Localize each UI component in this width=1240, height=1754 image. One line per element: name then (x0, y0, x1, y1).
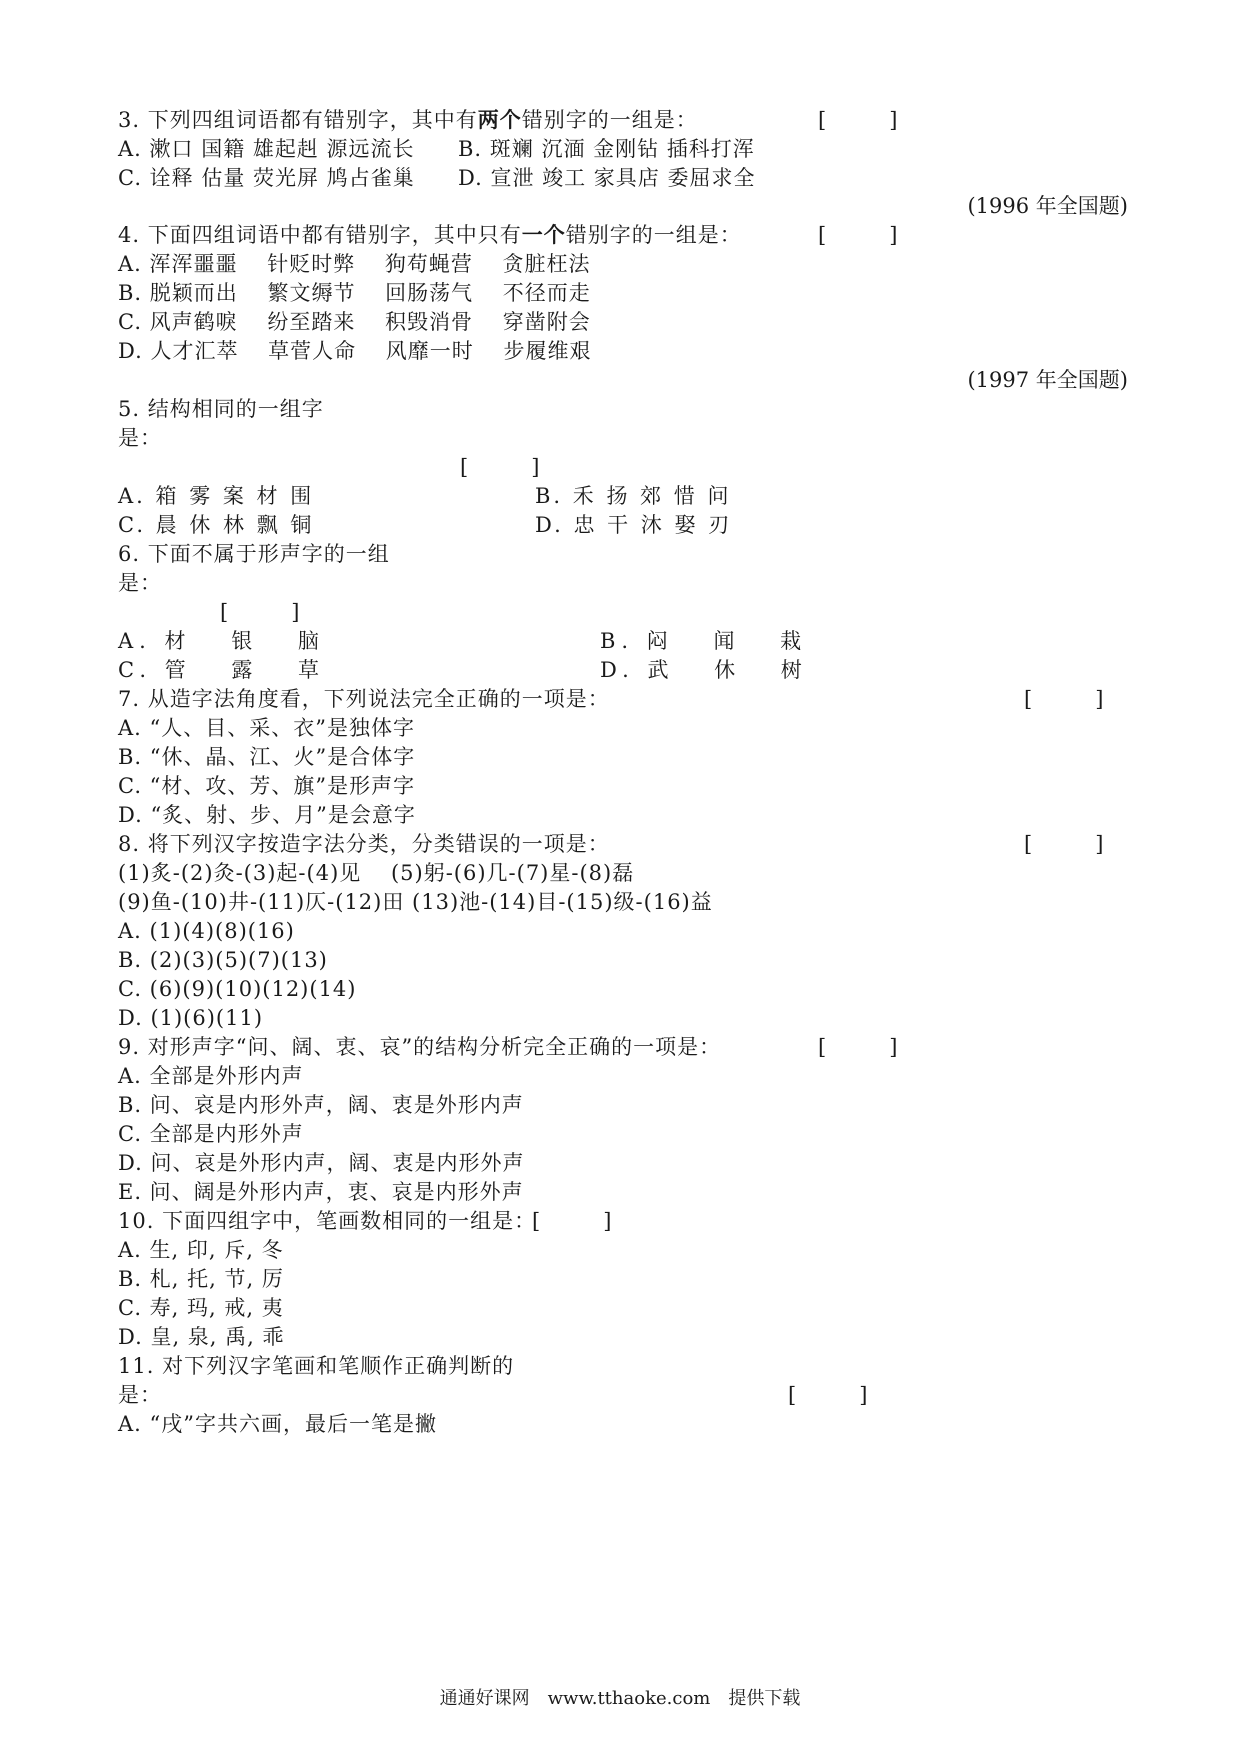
q9-answer-bracket: [ ] (818, 1035, 898, 1059)
q9-option-c: C. 全部是内形外声 (118, 1122, 304, 1146)
q5-answer-bracket: [ ] (460, 455, 540, 479)
q3-answer-bracket: [ ] (818, 108, 898, 132)
q4-option-d: D. 人才汇萃 草菅人命 风靡一时 步履维艰 (118, 339, 592, 363)
q11-answer-bracket: [ ] (788, 1383, 868, 1407)
q8-stem: 8. 将下列汉字按造字法分类，分类错误的一项是： (118, 832, 610, 856)
q9-stem: 9. 对形声字“问、阔、衷、哀”的结构分析完全正确的一项是： (118, 1035, 722, 1059)
q10-option-d: D. 皇, 泉, 禹, 乖 (118, 1325, 285, 1349)
q6-option-d: D. 武 休 树 (600, 658, 808, 682)
q3-option-b: B. 斑斓 沉湎 金刚钻 插科打浑 (458, 137, 755, 161)
q4-option-c: C. 风声鹤唳 纷至踏来 积毁消骨 穿凿附会 (118, 310, 591, 334)
q4-source: (1997 年全国题) (967, 368, 1128, 392)
q4-option-b: B. 脱颖而出 繁文缛节 回肠荡气 不径而走 (118, 281, 591, 305)
q7-answer-bracket: [ ] (1024, 687, 1104, 711)
q9-option-a: A. 全部是外形内声 (118, 1064, 304, 1088)
q10-option-c: C. 寿, 玛, 戒, 夷 (118, 1296, 284, 1320)
q3-source: (1996 年全国题) (967, 194, 1128, 218)
q3-option-d: D. 宣泄 竣工 家具店 委屈求全 (458, 166, 756, 190)
q11-stem: 11. 对下列汉字笔画和笔顺作正确判断的 (118, 1354, 515, 1378)
q4-option-a: A. 浑浑噩噩 针贬时弊 狗苟蝇营 贪脏枉法 (118, 252, 591, 276)
q8-option-c: C. (6)(9)(10)(12)(14) (118, 977, 357, 1001)
q11-stem-continued: 是： (118, 1383, 162, 1407)
q6-option-c: C. 管 露 草 (118, 658, 326, 682)
q5-option-d: D. 忠 干 沐 娶 刃 (535, 513, 733, 537)
q9-option-d: D. 问、哀是外形内声，阔、衷是内形外声 (118, 1151, 525, 1175)
q8-char-list-2: (9)鱼-(10)井-(11)仄-(12)田 (13)池-(14)目-(15)级-(16)益 (118, 890, 713, 914)
q7-stem: 7. 从造字法角度看，下列说法完全正确的一项是： (118, 687, 610, 711)
q11-option-a: A. “戌”字共六画，最后一笔是撇 (118, 1412, 437, 1436)
q6-stem: 6. 下面不属于形声字的一组 (118, 542, 390, 566)
q7-option-a: A. “人、目、采、衣”是独体字 (118, 716, 415, 740)
q6-option-a: A. 材 银 脑 (118, 629, 325, 653)
q3-option-a: A. 漱口 国籍 雄起赳 源远流长 (118, 137, 415, 161)
q8-char-list-1: (1)炙-(2)灸-(3)起-(4)见 (5)躬-(6)几-(7)星-(8)磊 (118, 861, 635, 885)
q5-option-a: A. 箱 雾 案 材 围 (118, 484, 315, 508)
q6-stem-continued: 是： (118, 571, 162, 595)
page-footer: 通通好课网 www.tthaoke.com 提供下载 (439, 1688, 801, 1709)
q9-option-b: B. 问、哀是内形外声，阔、衷是外形内声 (118, 1093, 524, 1117)
q6-option-b: B. 闷 闻 栽 (600, 629, 808, 653)
q5-option-b: B. 禾 扬 郊 惜 问 (535, 484, 732, 508)
q8-option-b: B. (2)(3)(5)(7)(13) (118, 948, 328, 972)
q4-answer-bracket: [ ] (818, 223, 898, 247)
q4-stem: 4. 下面四组词语中都有错别字，其中只有一个错别字的一组是： (118, 222, 742, 247)
q3-stem: 3. 下列四组词语都有错别字，其中有两个错别字的一组是： (118, 107, 698, 132)
q3-option-c: C. 诠释 估量 荧光屏 鸠占雀巢 (118, 166, 415, 190)
q7-option-d: D. “炙、射、步、月”是会意字 (118, 803, 416, 827)
q10-option-b: B. 札, 托, 节, 厉 (118, 1267, 284, 1291)
q6-answer-bracket: [ ] (220, 600, 300, 624)
q10-answer-bracket: [ ] (532, 1209, 612, 1233)
q10-stem: 10. 下面四组字中，笔画数相同的一组是： (118, 1209, 537, 1233)
q8-option-a: A. (1)(4)(8)(16) (118, 919, 295, 943)
q5-option-c: C. 晨 休 林 飘 铜 (118, 513, 315, 537)
q8-option-d: D. (1)(6)(11) (118, 1006, 264, 1030)
q5-stem: 5. 结构相同的一组字 (118, 397, 324, 421)
q7-option-c: C. “材、攻、芳、旗”是形声字 (118, 774, 416, 798)
q7-option-b: B. “休、晶、江、火”是合体字 (118, 745, 416, 769)
q10-option-a: A. 生, 印, 斥, 冬 (118, 1238, 284, 1262)
q5-stem-continued: 是： (118, 426, 162, 450)
q9-option-e: E. 问、阔是外形内声，衷、哀是内形外声 (118, 1180, 524, 1204)
q8-answer-bracket: [ ] (1024, 832, 1104, 856)
